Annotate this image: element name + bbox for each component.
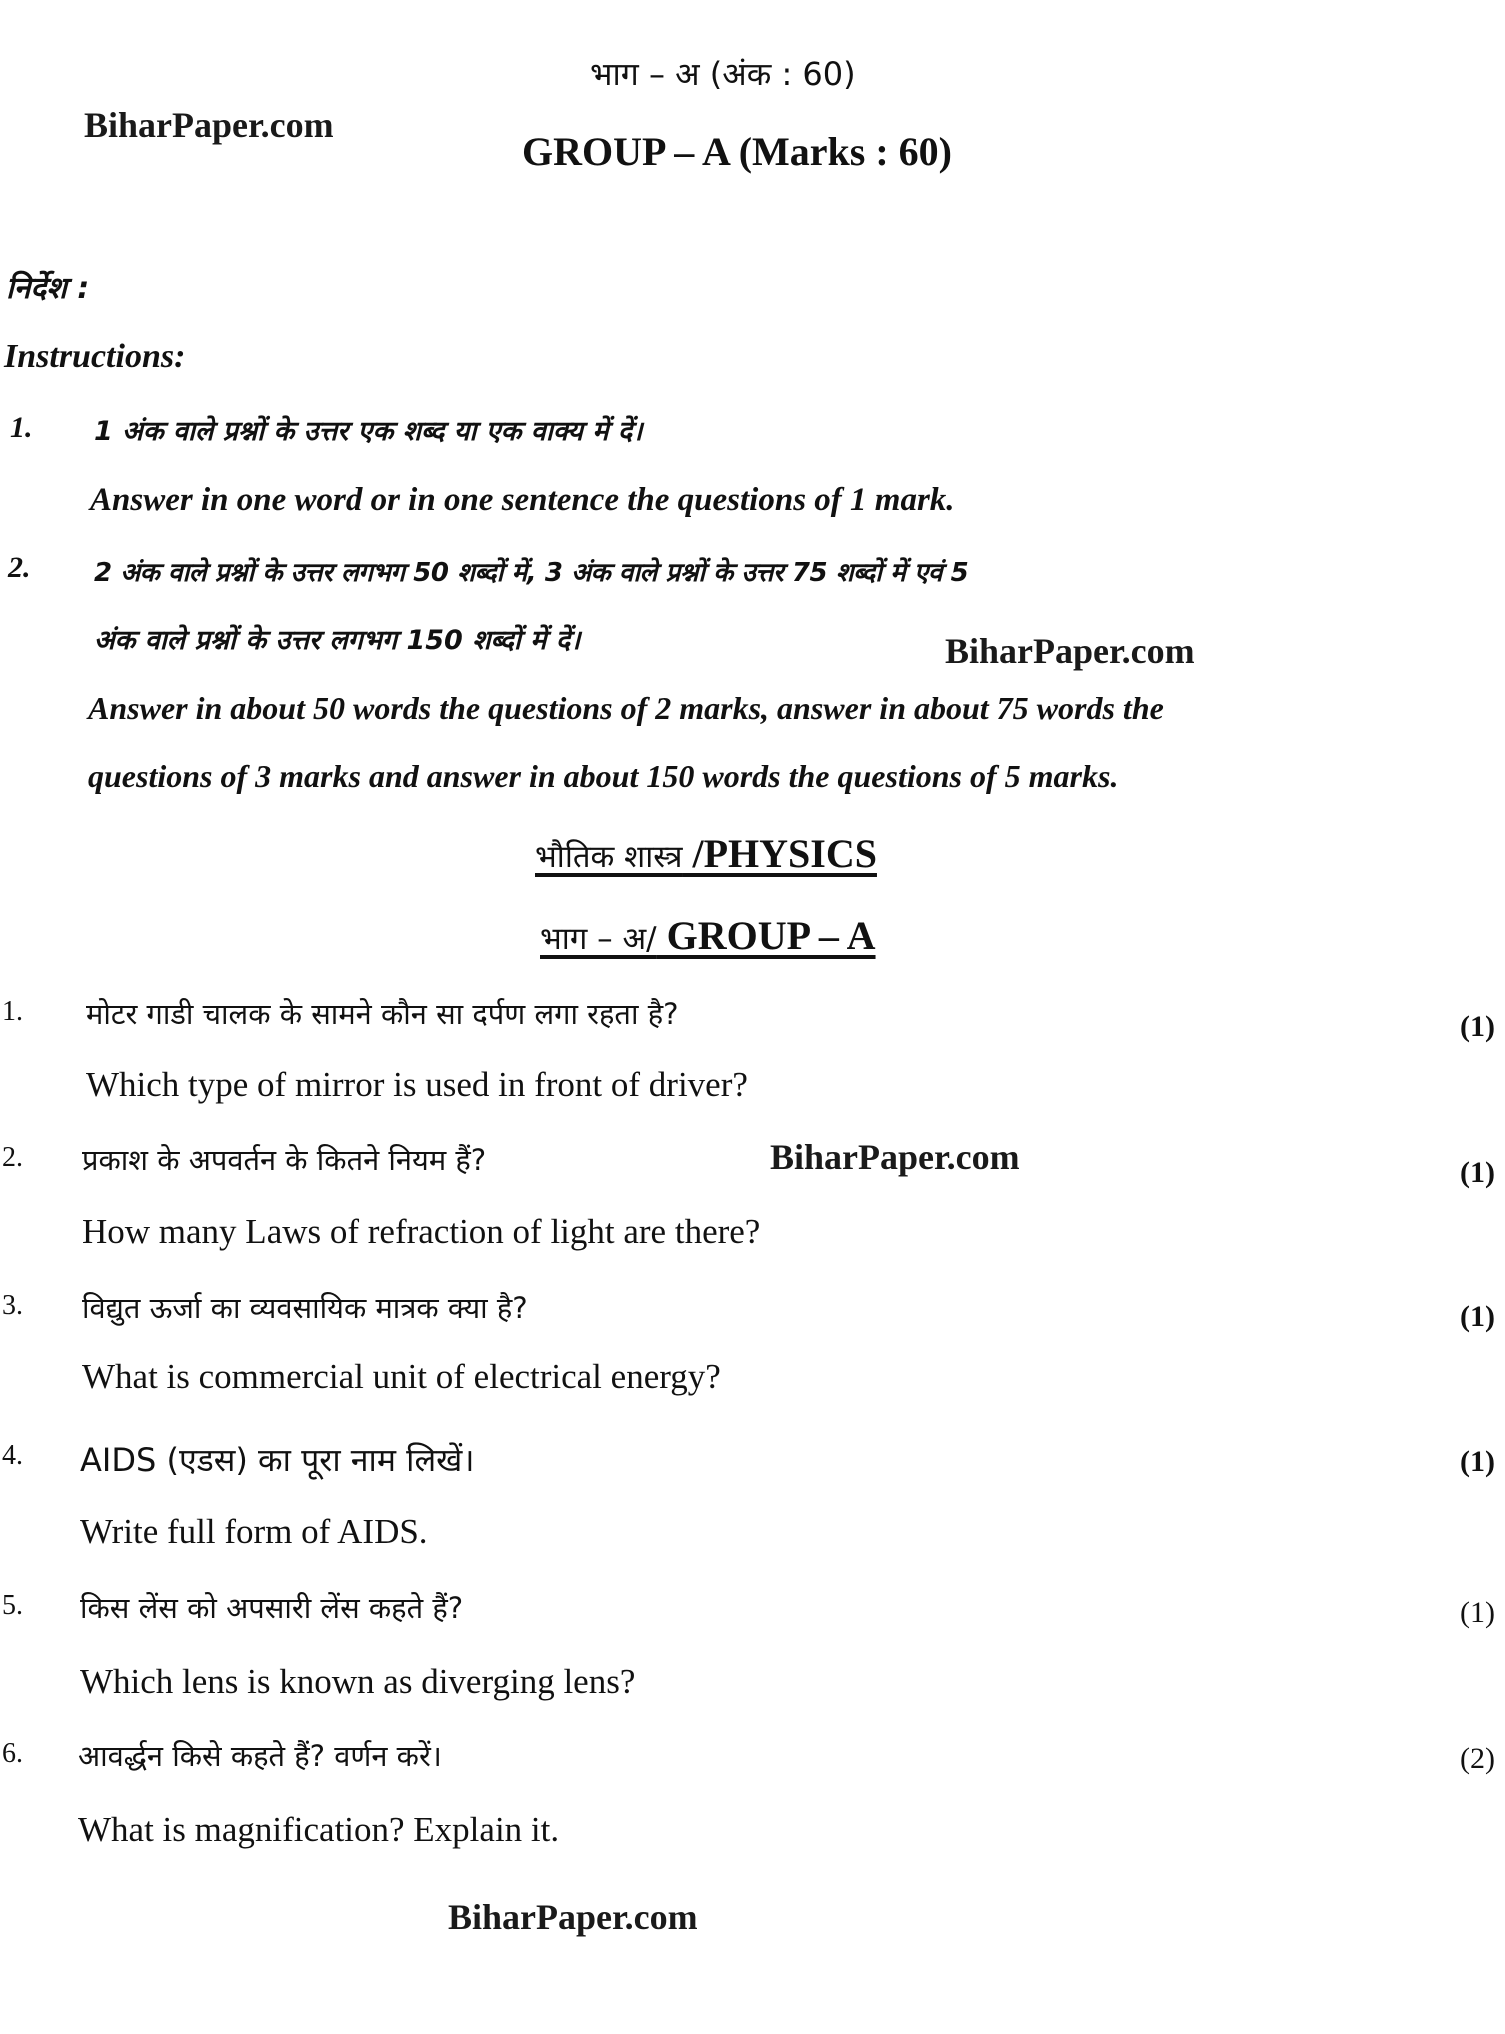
question-2-number: 2. [2, 1142, 23, 1173]
subject-title-english: /PHYSICS [682, 831, 877, 876]
subject-title-hindi: भौतिक शास्त्र [535, 839, 683, 875]
question-1-number: 1. [2, 996, 23, 1027]
question-4-hindi: AIDS (एडस) का पूरा नाम लिखें। [80, 1441, 475, 1479]
question-6-marks: (2) [1460, 1742, 1495, 1775]
question-5-english: Which lens is known as diverging lens? [80, 1662, 636, 1701]
group-title-english: GROUP – A [656, 913, 876, 958]
instructions-label-english: Instructions: [4, 338, 186, 375]
watermark-bottom: BiharPaper.com [448, 1897, 698, 1937]
instruction-2-hindi-line2: अंक वाले प्रश्नों के उत्तर लगभग 150 शब्दों में दें। [94, 625, 581, 656]
subject-title [535, 830, 877, 877]
question-1-hindi: मोटर गाडी चालक के सामने कौन सा दर्पण लगा रहता है? [86, 997, 679, 1031]
instruction-1-english: Answer in one word or in one sentence the questions of 1 mark. [90, 482, 955, 518]
question-5-number: 5. [2, 1590, 23, 1621]
group-title-hindi: भाग – अ/ [540, 921, 657, 957]
question-1-marks: (1) [1460, 1010, 1495, 1043]
question-6-hindi: आवर्द्धन किसे कहते हैं? वर्णन करें। [78, 1739, 442, 1773]
question-4-marks: (1) [1460, 1445, 1495, 1478]
question-2-marks: (1) [1460, 1156, 1495, 1189]
question-3-number: 3. [2, 1290, 23, 1321]
watermark-instructions: BiharPaper.com [945, 631, 1195, 671]
question-1-english: Which type of mirror is used in front of driver? [86, 1065, 748, 1104]
question-3-english: What is commercial unit of electrical energy? [82, 1357, 721, 1396]
question-2-english: How many Laws of refraction of light are there? [82, 1212, 761, 1251]
instruction-2-hindi-line1: 2 अंक वाले प्रश्नों के उत्तर लगभग 50 शब्दों में, 3 अंक वाले प्रश्नों के उत्तर 75 शब्दों में एवं 5 [94, 558, 969, 588]
instruction-2-english-line2: questions of 3 marks and answer in about 150 words the questions of 5 marks. [88, 758, 1119, 794]
instructions-label-hindi: निर्देश : [6, 271, 90, 306]
instruction-2-number: 2. [8, 551, 31, 584]
watermark-middle: BiharPaper.com [770, 1137, 1020, 1177]
question-3-hindi: विद्युत ऊर्जा का व्यवसायिक मात्रक क्या है? [82, 1291, 528, 1325]
instruction-2-english-line1: Answer in about 50 words the questions of 2 marks, answer in about 75 words the [88, 690, 1164, 726]
header-english: GROUP – A (Marks : 60) [522, 129, 952, 174]
question-5-hindi: किस लेंस को अपसारी लेंस कहते हैं? [80, 1591, 464, 1625]
question-6-number: 6. [2, 1738, 23, 1769]
question-6-english: What is magnification? Explain it. [78, 1810, 560, 1849]
group-title [540, 912, 876, 959]
question-5-marks: (1) [1460, 1596, 1495, 1629]
question-2-hindi: प्रकाश के अपवर्तन के कितने नियम हैं? [82, 1143, 487, 1177]
instruction-1-number: 1. [10, 411, 33, 444]
header-hindi: भाग – अ (अंक : 60) [590, 55, 856, 93]
question-3-marks: (1) [1460, 1300, 1495, 1333]
watermark-top-left: BiharPaper.com [84, 105, 334, 145]
instruction-1-hindi: 1 अंक वाले प्रश्नों के उत्तर एक शब्द या एक वाक्य में दें। [94, 416, 643, 447]
question-4-number: 4. [2, 1440, 23, 1471]
question-4-english: Write full form of AIDS. [80, 1512, 428, 1551]
